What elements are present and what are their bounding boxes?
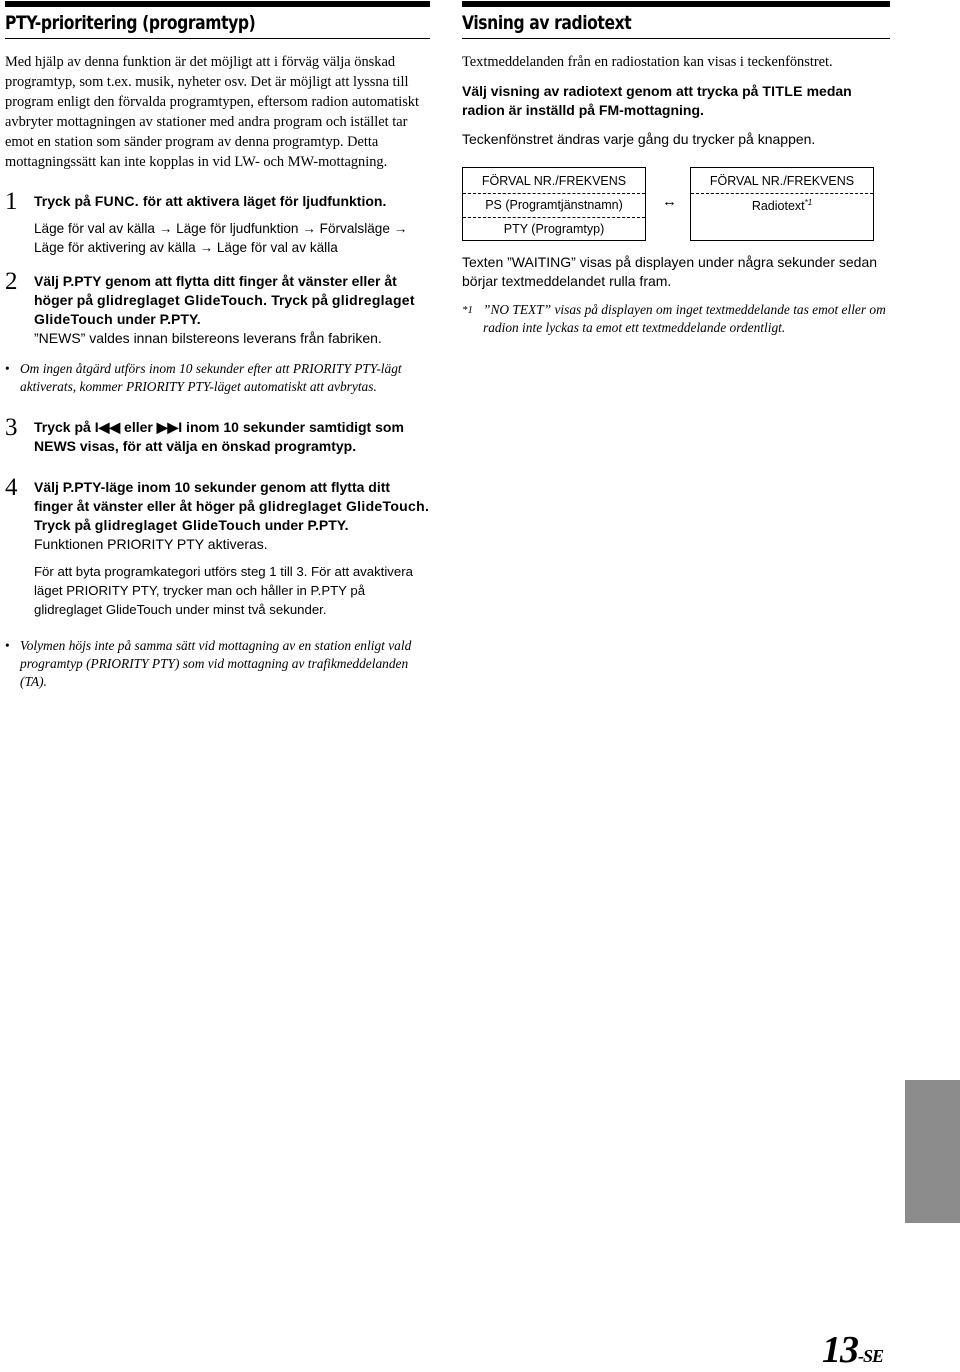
next-track-icon: ▶▶I [156, 419, 183, 435]
display-box-ps: FÖRVAL NR./FREKVENS PS (Programtjänstnamn) PTY (Programtyp) [462, 167, 646, 241]
step-4-result: Funktionen PRIORITY PTY aktiveras. [34, 536, 268, 552]
radiotext-instruction: Välj visning av radiotext genom att trycka på TITLE medan radion är inställd på FM-mottagning. [462, 83, 852, 118]
heading-rule [5, 38, 430, 39]
step-2-note: ”NEWS” valdes innan bilstereons leverans från fabriken. [34, 330, 382, 346]
display-change-text: Teckenfönstret ändras varje gång du trycker på knappen. [462, 131, 816, 147]
note-volume: • Volymen höjs inte på samma sätt vid mottagning av en station enligt vald programtyp (PRIORITY PTY) som vid mottagning av trafikmeddelanden (TA). [5, 638, 412, 689]
step-1-instruction: Tryck på FUNC. för att aktivera läget för ljudfunktion. [34, 193, 387, 209]
section-top-bar [462, 1, 890, 7]
footnote-no-text: *1 ”NO TEXT” visas på displayen om inget textmeddelande tas emot eller om radion inte lyckas ta emot ett textmeddelande ordentligt. [462, 302, 886, 335]
note-timeout: • Om ingen åtgärd utförs inom 10 sekunder efter att PRIORITY PTY-lägt aktiverats, kommer PRIORITY PTY-läget automatiskt att avbrytas. [5, 361, 402, 394]
display-box-radiotext: FÖRVAL NR./FREKVENS Radiotext$^{*1}$ [690, 167, 874, 241]
section-top-bar [5, 1, 430, 7]
section-heading-radiotext: Visning av radiotext [462, 12, 632, 34]
step-number: 2 [5, 268, 18, 295]
step-2 [5, 268, 430, 348]
right-column [462, 0, 890, 337]
step-3-instruction: Tryck på I◀◀ eller ▶▶I inom 10 sekunder samtidigt som NEWS visas, för att välja en önskad programtyp. [34, 419, 404, 454]
step-number: 1 [5, 188, 18, 215]
left-column [5, 0, 430, 691]
step-number: 4 [5, 474, 18, 501]
step-4-note: För att byta programkategori utförs steg 1 till 3. För att avaktivera läget PRIORITY PTY, trycker man och håller in P.PTY på glidreglaget GlideTouch under minst två sekunder. [34, 564, 413, 617]
radiotext-intro: Textmeddelanden från en radiostation kan visas i teckenfönstret. [462, 54, 833, 70]
toggle-arrow-icon: ↔ [662, 193, 677, 210]
side-tab-marker [905, 1080, 960, 1223]
step-1 [5, 188, 430, 257]
step-4-instruction: Välj P.PTY-läge inom 10 sekunder genom att flytta ditt finger åt vänster eller åt höger på glidreglaget GlideTouch. Tryck på glidreglaget GlideTouch under P.PTY. [34, 479, 430, 533]
previous-track-icon: I◀◀ [94, 419, 121, 435]
page-number: 13-SE [822, 1329, 884, 1371]
step-4 [5, 474, 430, 619]
section-heading-pty: PTY-prioritering (programtyp) [5, 12, 256, 34]
step-number: 3 [5, 414, 18, 441]
step-2-instruction: Välj P.PTY genom att flytta ditt finger åt vänster eller åt höger på glidreglaget GlideTouch. Tryck på glidreglaget GlideTouch under P.PTY. [34, 273, 415, 327]
step-3 [5, 414, 430, 456]
heading-rule [462, 38, 890, 39]
waiting-text: Texten ”WAITING” visas på displayen under några sekunder sedan börjar textmeddelandet rulla fram. [462, 254, 878, 289]
display-diagram [462, 167, 890, 247]
mode-sequence: Läge för val av källa → Läge för ljudfunktion → Förvalsläge → Läge för aktivering av källa → Läge för val av källa [34, 221, 408, 255]
intro-paragraph: Med hjälp av denna funktion är det möjligt att i förväg välja önskad programtyp, som t.ex. musik, nyheter osv. Det är möjligt att lyssna till program enligt den förvalda programtypen, eftersom radion automatiskt avbryter mottagningen av stationer med andra program och istället tar emot en station som sänder program av denna programtyp. Detta mottagningssätt kan inte kopplas in vid LW- och MW-mottagning. [5, 54, 420, 170]
